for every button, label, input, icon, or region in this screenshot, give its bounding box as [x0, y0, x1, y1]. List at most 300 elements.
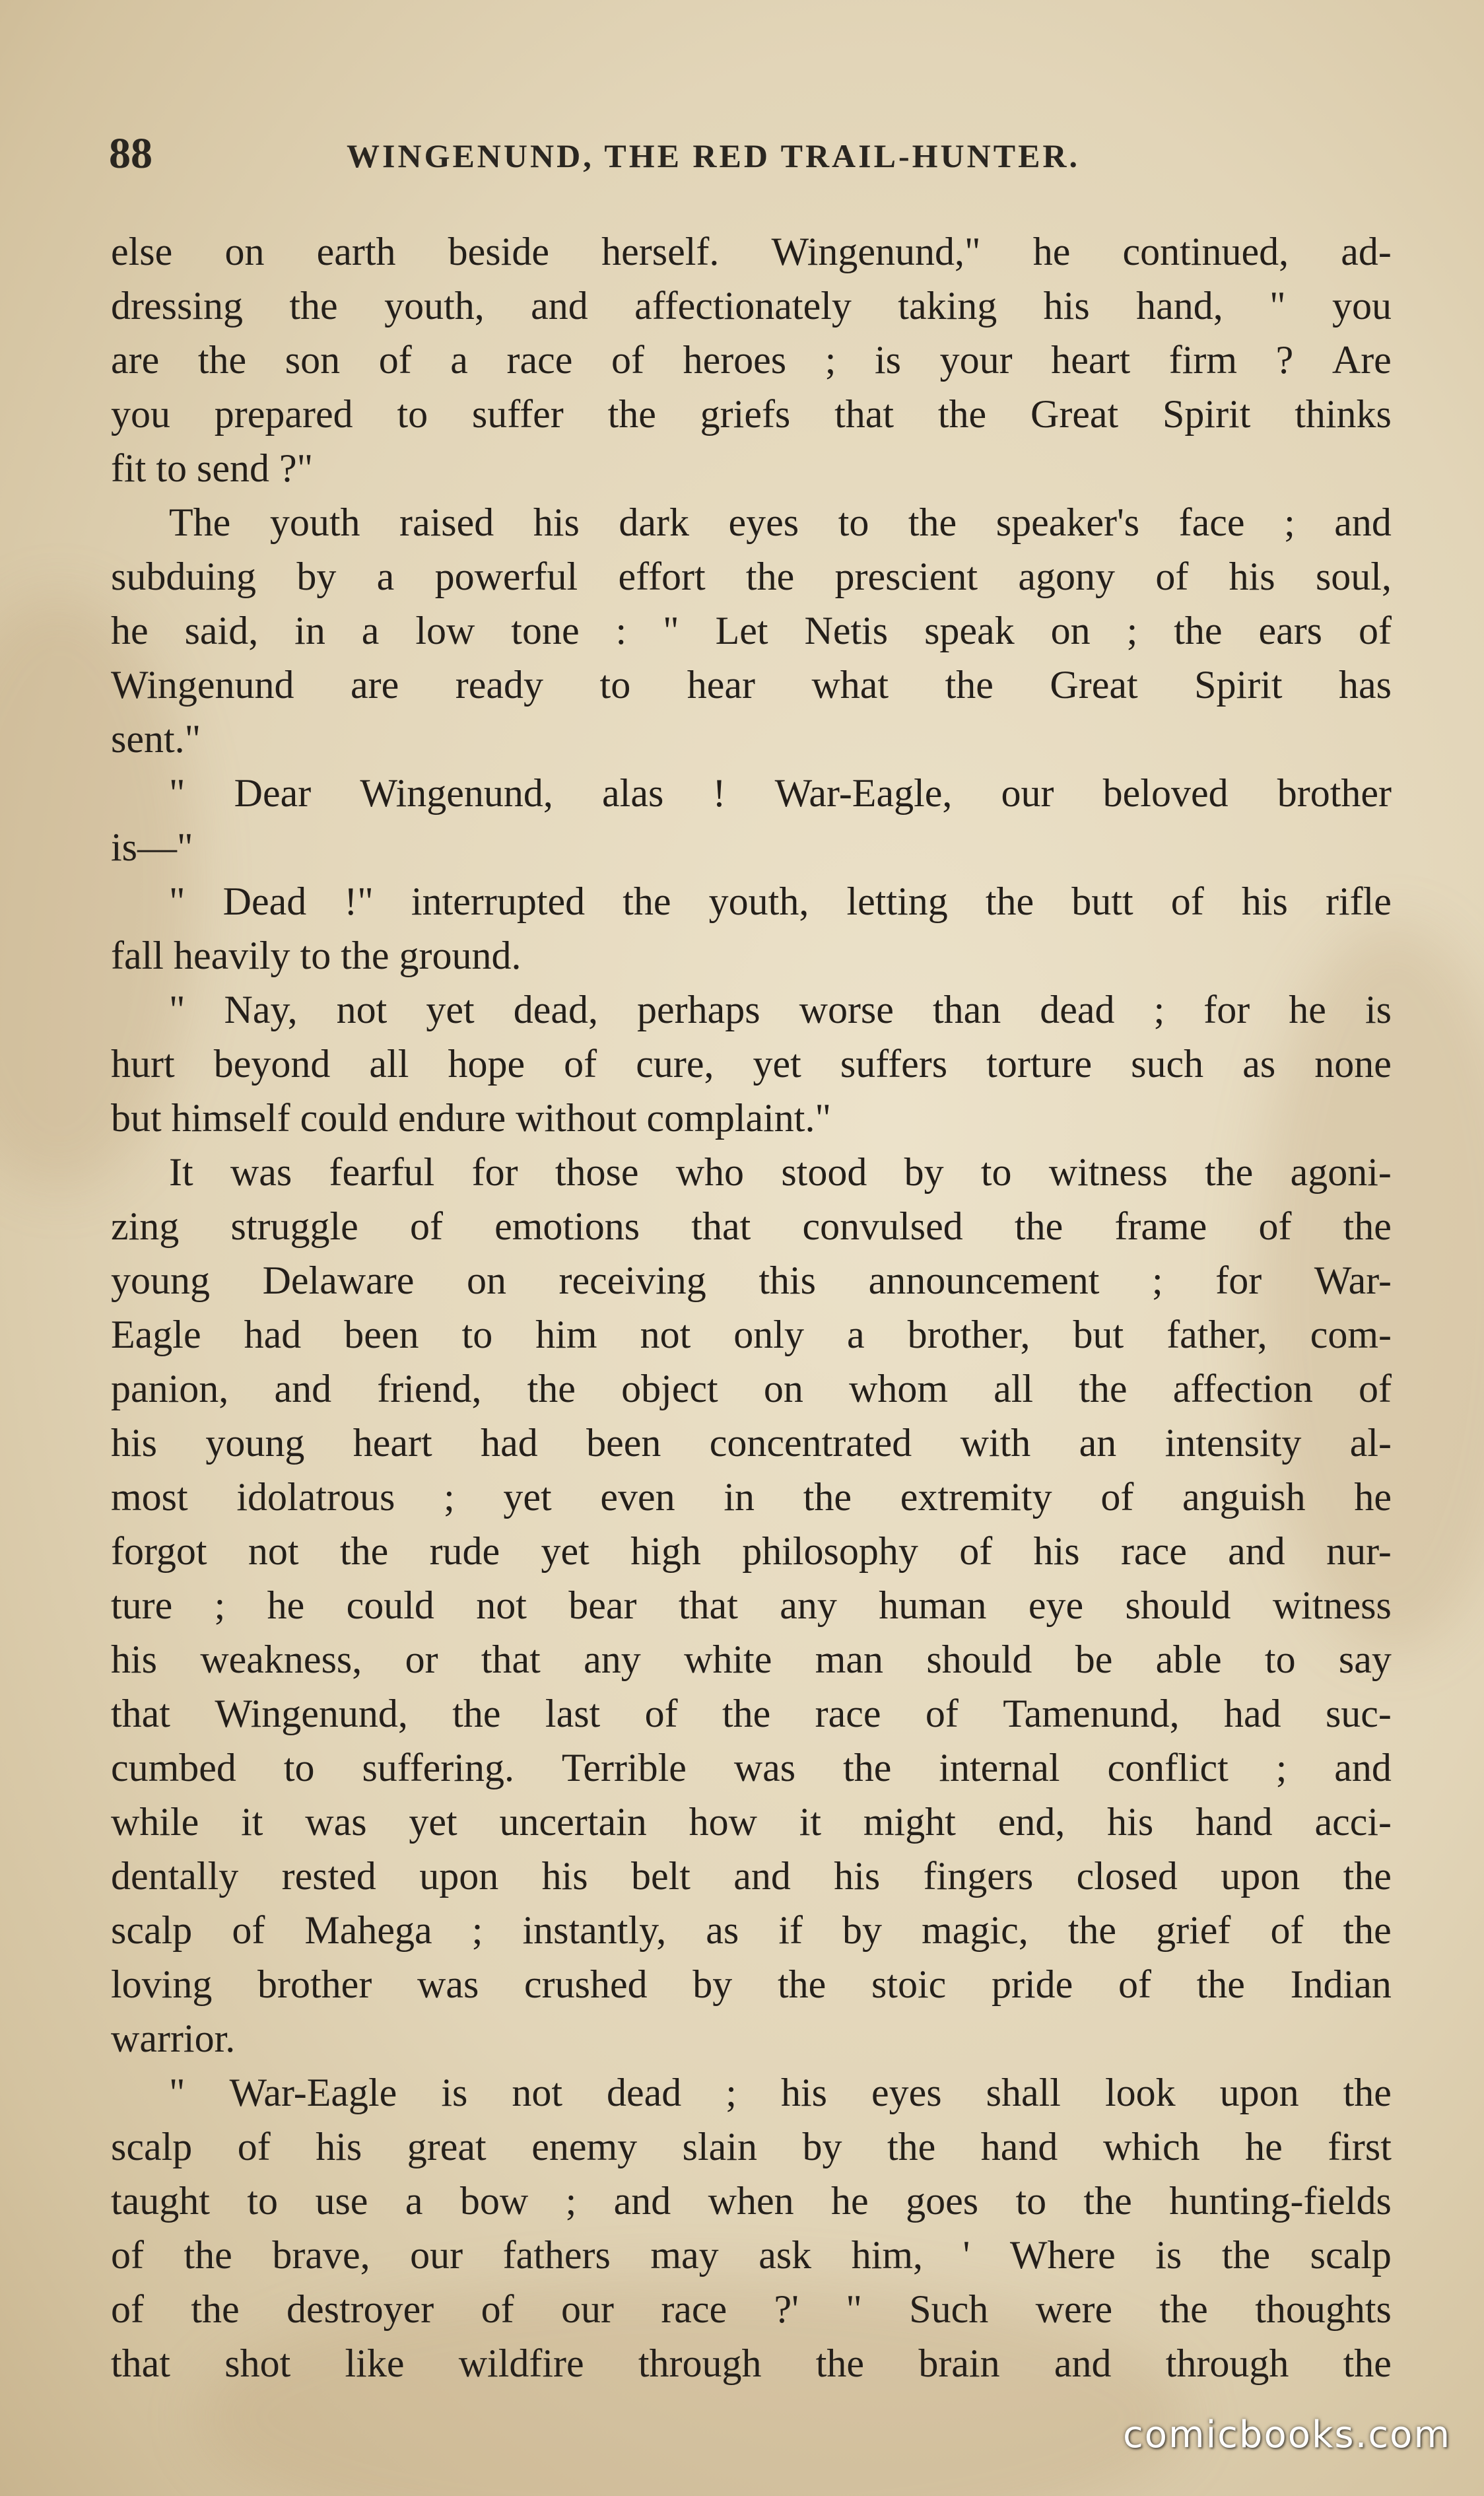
word: bow [459, 2179, 529, 2223]
word: " [1269, 284, 1286, 328]
word: the [887, 2125, 936, 2168]
word: ; [214, 1583, 226, 1627]
text-line: is—" [111, 825, 193, 869]
word: of [1270, 1908, 1304, 1952]
word: or [405, 1638, 438, 1681]
word: which [1102, 2125, 1200, 2168]
word: prescient [834, 555, 978, 598]
word: crushed [523, 1962, 648, 2006]
word: Dead [222, 880, 307, 923]
text-line [111, 333, 1392, 387]
word: the [815, 2341, 865, 2385]
word: the [722, 1692, 771, 1735]
word: through [1165, 2341, 1289, 2385]
word: It [169, 1150, 193, 1194]
word: ; [565, 2179, 577, 2223]
word: in [294, 609, 325, 652]
text-line [111, 604, 1392, 658]
word: of [564, 1042, 597, 1086]
word: the [1343, 1204, 1392, 1248]
word: may [650, 2233, 719, 2277]
word: grief [1156, 1908, 1231, 1952]
word: the [1221, 2233, 1271, 2277]
word: ; [1152, 1259, 1163, 1302]
word: struggle [230, 1204, 358, 1248]
word: ready [455, 663, 544, 707]
word: Great [1030, 392, 1119, 436]
word: young [111, 1259, 210, 1302]
word: of [1170, 880, 1204, 923]
word: a [376, 555, 395, 598]
word: torture [986, 1042, 1093, 1086]
word: the [1343, 2341, 1392, 2385]
text-line [111, 1199, 1392, 1253]
word: was [417, 1962, 479, 2006]
word: Wingenund [111, 663, 294, 707]
word: the [1205, 1150, 1254, 1194]
word: heart [1051, 338, 1131, 382]
word: : [615, 609, 627, 652]
word: thoughts [1255, 2287, 1392, 2331]
word: the [623, 880, 671, 923]
word: the [1343, 2071, 1392, 2114]
text-line [111, 1849, 1392, 1903]
word: high [630, 1529, 701, 1573]
word: son [285, 338, 341, 382]
word: eyes [728, 501, 799, 544]
word: of [1118, 1962, 1151, 2006]
word: frame [1114, 1204, 1207, 1248]
word: suffering. [362, 1746, 514, 1789]
word: tone [511, 609, 580, 652]
word: hand [980, 2125, 1058, 2168]
text-line [111, 658, 1392, 712]
word: he [1245, 2125, 1283, 2168]
word: weakness, [200, 1638, 362, 1681]
word: had [481, 1421, 538, 1465]
word: eye [1028, 1583, 1084, 1627]
text-line [111, 1957, 1392, 2011]
word: beyond [213, 1042, 331, 1086]
word: upon [419, 1854, 499, 1898]
word: had [1223, 1692, 1281, 1735]
word: effort [618, 555, 706, 598]
text-line [111, 766, 1392, 820]
text-line: warrior. [111, 2017, 236, 2060]
word: his [1229, 555, 1275, 598]
word: of [409, 1204, 443, 1248]
word: ? [1275, 338, 1294, 382]
word: " [663, 609, 679, 652]
word: scalp [111, 2125, 193, 2168]
word: slain [682, 2125, 757, 2168]
text-line [111, 1362, 1392, 1416]
word: race [815, 1692, 881, 1735]
word: upon [1219, 2071, 1299, 2114]
word: his [111, 1421, 158, 1465]
word: to [599, 663, 631, 707]
text-line: sent." [111, 717, 201, 761]
word: enemy [531, 2125, 638, 2168]
word: Great [1050, 663, 1138, 707]
word: the [607, 392, 656, 436]
word: of [1155, 555, 1189, 598]
word: could [346, 1583, 434, 1627]
word: by [842, 1908, 883, 1952]
word: hope [448, 1042, 525, 1086]
word: the [745, 555, 795, 598]
word: like [345, 2341, 405, 2385]
word: none [1314, 1042, 1392, 1086]
word: our [410, 2233, 463, 2277]
word: been [344, 1313, 419, 1356]
word: Nay, [224, 988, 298, 1031]
word: to [397, 392, 428, 436]
word: ! [712, 771, 726, 815]
word: to [1015, 2179, 1047, 2223]
word: the [1014, 1204, 1063, 1248]
word: of [1358, 1367, 1392, 1410]
word: are [351, 663, 399, 707]
text-line [111, 2228, 1392, 2282]
word: an [1079, 1421, 1117, 1465]
word: the [527, 1367, 576, 1410]
word: hurt [111, 1042, 175, 1086]
word: only [733, 1313, 804, 1356]
word: rude [429, 1529, 500, 1573]
word: race [506, 338, 573, 382]
word: conflict [1107, 1746, 1229, 1789]
word: even [600, 1475, 675, 1519]
word: a [846, 1313, 865, 1356]
running-title: WINGENUND, THE RED TRAIL-HUNTER. [347, 137, 1081, 174]
word: agony [1018, 555, 1116, 598]
word: the [452, 1692, 501, 1735]
text-line [111, 1578, 1392, 1632]
word: the [937, 392, 987, 436]
word: Spirit [1163, 392, 1251, 436]
word: is [1365, 988, 1392, 1031]
word: he [267, 1583, 305, 1627]
word: our [560, 2287, 614, 2331]
word: great [407, 2125, 487, 2168]
word: he [1354, 1475, 1392, 1519]
word: Such [909, 2287, 989, 2331]
word: witness [1048, 1150, 1168, 1194]
word: " [846, 2287, 862, 2331]
word: nur- [1326, 1529, 1392, 1573]
word: " [169, 771, 186, 815]
word: concentrated [709, 1421, 912, 1465]
word: his [111, 1638, 158, 1681]
word: the [908, 501, 957, 544]
word: scalp [111, 1908, 193, 1952]
word: of [925, 1692, 959, 1735]
word: what [811, 663, 889, 707]
word: ask [759, 2233, 812, 2277]
word: taking [898, 284, 997, 328]
word: that [481, 1638, 541, 1681]
word: and [1334, 1746, 1392, 1789]
word: and [1334, 501, 1392, 544]
word: earth [316, 230, 396, 273]
word: should [1125, 1583, 1231, 1627]
word: Eagle [111, 1313, 201, 1356]
word: such [1131, 1042, 1204, 1086]
text-line [111, 1524, 1392, 1578]
word: announcement [868, 1259, 1100, 1302]
word: look [1104, 2071, 1176, 2114]
word: fathers [502, 2233, 611, 2277]
word: anguish [1182, 1475, 1306, 1519]
word: white [684, 1638, 772, 1681]
word: yet [753, 1042, 801, 1086]
word: dead [607, 2071, 682, 2114]
word: has [1339, 663, 1392, 707]
word: convulsed [802, 1204, 963, 1248]
word: idolatrous [236, 1475, 395, 1519]
text-line [111, 495, 1392, 549]
text-line [111, 1632, 1392, 1686]
word: ; [825, 338, 836, 382]
word: eyes [871, 2071, 942, 2114]
word: instantly, [522, 1908, 667, 1952]
word: it [799, 1800, 822, 1844]
word: Where [1009, 2233, 1116, 2277]
word: in [724, 1475, 755, 1519]
word: worse [799, 988, 894, 1031]
word: yet [426, 988, 475, 1031]
word: you [1332, 284, 1392, 328]
word: Let [715, 609, 768, 652]
text-line [111, 1470, 1392, 1524]
word: raised [399, 501, 494, 544]
word: human [879, 1583, 987, 1627]
word: War-Eagle, [774, 771, 953, 815]
word: hand, [1136, 284, 1223, 328]
word: of [232, 1908, 265, 1952]
word: was [230, 1150, 292, 1194]
word: to [461, 1313, 493, 1356]
word: all [369, 1042, 409, 1086]
body-text [111, 225, 1392, 2390]
word: his [1033, 1529, 1080, 1573]
word: and [613, 2179, 671, 2223]
word: internal [939, 1746, 1060, 1789]
word: uncertain [499, 1800, 647, 1844]
word: the [1343, 1908, 1392, 1952]
word: al- [1349, 1421, 1392, 1465]
word: Delaware [262, 1259, 415, 1302]
word: were [1035, 2287, 1113, 2331]
word: else [111, 230, 173, 273]
word: dressing [111, 284, 243, 328]
word: heroes [683, 338, 787, 382]
word: by [296, 555, 337, 598]
word: witness [1272, 1583, 1392, 1627]
word: Wingenund, [360, 771, 553, 815]
word: while [111, 1800, 199, 1844]
word: he [1032, 230, 1071, 273]
word: Mahega [304, 1908, 432, 1952]
word: last [545, 1692, 601, 1735]
text-line [111, 1686, 1392, 1741]
word: firm [1168, 338, 1238, 382]
word: of [1100, 1475, 1134, 1519]
word: the [945, 663, 994, 707]
word: affection [1172, 1367, 1313, 1410]
word: the [289, 284, 338, 328]
word: belt [630, 1854, 691, 1898]
word: been [586, 1421, 661, 1465]
word: ; [444, 1475, 455, 1519]
word: friend, [377, 1367, 482, 1410]
word: cure, [636, 1042, 714, 1086]
word: closed [1076, 1854, 1178, 1898]
word: is [875, 338, 902, 382]
word: father, [1166, 1313, 1267, 1356]
word: those [555, 1150, 639, 1194]
word: brain [918, 2341, 1000, 2385]
word: of [644, 1692, 678, 1735]
text-line [111, 1903, 1392, 1957]
word: that [691, 1204, 751, 1248]
word: dark [619, 501, 689, 544]
word: emotions [494, 1204, 640, 1248]
word: continued, [1122, 230, 1289, 273]
word: brother [257, 1962, 372, 2006]
word: ; [1275, 1746, 1287, 1789]
word: youth, [708, 880, 809, 923]
word: that [111, 1692, 170, 1735]
word: letting [846, 880, 948, 923]
word: acci- [1314, 1800, 1392, 1844]
word: youth, [384, 284, 485, 328]
word: brother, [907, 1313, 1030, 1356]
text-line [111, 1795, 1392, 1849]
word: any [584, 1638, 641, 1681]
word: magic, [922, 1908, 1029, 1952]
word: the [1196, 1962, 1245, 2006]
word: most [111, 1475, 188, 1519]
word: shot [224, 2341, 291, 2385]
word: to [1264, 1638, 1296, 1681]
word: through [638, 2341, 762, 2385]
word: to [838, 501, 869, 544]
word: " [169, 2071, 186, 2114]
text-line [111, 983, 1392, 1037]
word: youth [269, 501, 360, 544]
word: rested [281, 1854, 376, 1898]
word: not [476, 1583, 527, 1627]
word: of [111, 2233, 144, 2277]
word: and [531, 284, 588, 328]
word: ; [471, 1908, 483, 1952]
word: wildfire [458, 2341, 584, 2385]
word: speaker's [995, 501, 1140, 544]
text-line [111, 1037, 1392, 1091]
word: ; [725, 2071, 737, 2114]
word: on [224, 230, 265, 273]
word: ; [1284, 501, 1295, 544]
word: dentally [111, 1854, 239, 1898]
word: War- [1314, 1259, 1392, 1302]
word: the [197, 338, 247, 382]
word: destroyer [287, 2287, 434, 2331]
word: Wingenund," [771, 230, 981, 273]
word: if [778, 1908, 803, 1952]
word: for [1215, 1259, 1262, 1302]
word: affectionately [634, 284, 852, 328]
word: any [780, 1583, 837, 1627]
word: on [466, 1259, 506, 1302]
word: the [1067, 1908, 1117, 1952]
word: suffer [471, 392, 564, 436]
word: his [1107, 1800, 1154, 1844]
word: that [678, 1583, 738, 1627]
text-line [111, 2065, 1392, 2120]
word: of [378, 338, 412, 382]
word: beloved [1102, 771, 1229, 815]
word: the [191, 2287, 240, 2331]
text-line [111, 2282, 1392, 2336]
word: his [541, 1854, 588, 1898]
word: not [248, 1529, 299, 1573]
word: zing [111, 1204, 180, 1248]
word: yet [409, 1800, 457, 1844]
word: the [985, 880, 1034, 923]
word: it [241, 1800, 263, 1844]
word: a [450, 338, 468, 382]
word: on [1050, 609, 1091, 652]
word: the [1174, 609, 1223, 652]
word: fearful [329, 1150, 435, 1194]
text-line [111, 874, 1392, 928]
word: speak [924, 609, 1015, 652]
word: was [733, 1746, 796, 1789]
text-line [111, 1145, 1392, 1199]
word: of [1258, 1204, 1292, 1248]
word: the [1343, 1854, 1392, 1898]
word: dead [1040, 988, 1115, 1031]
word: herself. [601, 230, 720, 273]
word: " [169, 880, 186, 923]
watermark: comicbooks.com [1122, 2413, 1451, 2456]
word: you [111, 392, 170, 436]
word: a [361, 609, 380, 652]
word: your [939, 338, 1013, 382]
word: The [169, 501, 231, 544]
word: his [1241, 880, 1288, 923]
word: his [316, 2125, 362, 2168]
text-line [111, 2120, 1392, 2174]
word: agoni- [1290, 1150, 1392, 1194]
word: the [777, 1962, 826, 2006]
word: with [960, 1421, 1031, 1465]
word: Terrible [561, 1746, 687, 1789]
word: as [1242, 1042, 1276, 1086]
word: for [1203, 988, 1250, 1031]
text-line [111, 1416, 1392, 1470]
word: was [305, 1800, 367, 1844]
word: Dear [234, 771, 312, 815]
word: ?' [774, 2287, 799, 2331]
word: how [689, 1800, 757, 1844]
word: of [111, 2287, 144, 2331]
word: goes [906, 2179, 979, 2223]
word: ' [962, 2233, 970, 2277]
word: forgot [111, 1529, 207, 1573]
